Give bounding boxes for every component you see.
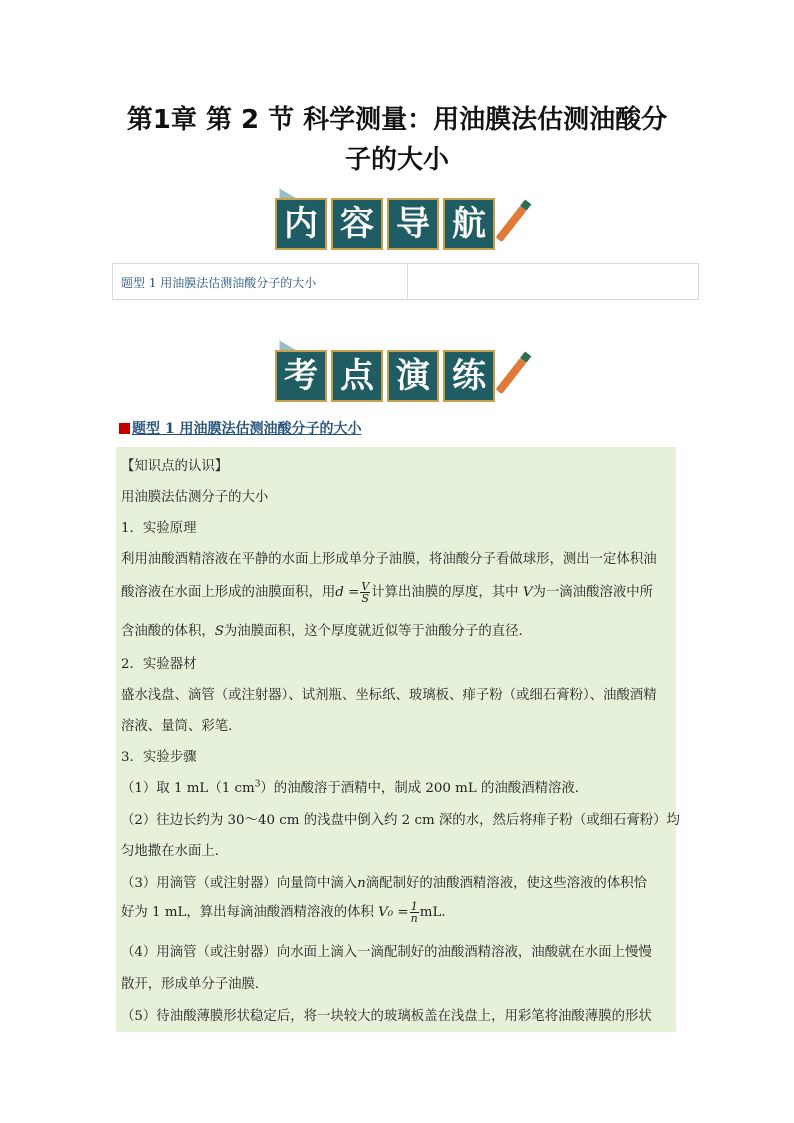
toc-cell bbox=[113, 264, 408, 299]
formula-v0: V₀ = bbox=[378, 905, 409, 920]
pencil-icon bbox=[496, 206, 527, 242]
banner-tile: 内 bbox=[275, 198, 327, 250]
step-line-with-formula: 好为 1 mL，算出每滴油酸酒精溶液的体积 V₀ = $\frac{1}{n}$ mL． bbox=[121, 900, 455, 925]
step-line: （3）用滴管（或注射器）向量筒中滴入n滴配制好的油酸酒精溶液，使这些溶液的体积恰 bbox=[121, 876, 647, 891]
table-of-contents bbox=[112, 263, 699, 300]
step-line: 散开，形成单分子油膜． bbox=[121, 977, 269, 992]
banner-tile: 航 bbox=[443, 198, 495, 250]
section-heading: 题型 1 用油膜法估测油酸分子的大小 bbox=[119, 418, 362, 438]
banner-tile: 练 bbox=[443, 350, 495, 402]
text-line-with-formula: 酸溶液在水面上形成的油膜面积，用d = $\frac{V}{S}$ 计算出油膜的厚度，其中 V为一滴油酸溶液中所 bbox=[121, 580, 654, 605]
red-square-marker bbox=[119, 423, 130, 434]
text-line: 用油膜法估测分子的大小 bbox=[121, 490, 269, 505]
step-line: 匀地撒在水面上． bbox=[121, 844, 229, 859]
step-line: （4）用滴管（或注射器）向水面上滴入一滴配制好的油酸酒精溶液，油酸就在水面上慢慢 bbox=[121, 945, 652, 960]
banner-tile: 导 bbox=[387, 198, 439, 250]
pencil-icon bbox=[496, 358, 527, 394]
subsection-heading: 3．实验步骤 bbox=[121, 750, 197, 765]
formula-d: d = bbox=[335, 585, 360, 600]
banner-tile: 容 bbox=[331, 198, 383, 250]
title-line-1: 第1章 第 2 节 科学测量：用油膜法估测油酸分 bbox=[126, 105, 668, 135]
step-line: （2）往边长约为 30～40 cm 的浅盘中倒入约 2 cm 深的水，然后将痱子粉（或细石膏粉）均 bbox=[121, 813, 680, 828]
subsection-heading: 2．实验器材 bbox=[121, 657, 197, 672]
page-title bbox=[100, 100, 694, 180]
banner-practice bbox=[0, 342, 794, 412]
knowledge-heading: 【知识点的认识】 bbox=[121, 459, 229, 474]
fraction-v-over-s: $\frac{V}{S}$ bbox=[361, 580, 370, 605]
banner-tile: 演 bbox=[387, 350, 439, 402]
subsection-heading: 1．实验原理 bbox=[121, 521, 197, 536]
step-line: （1）取 1 mL（1 $cm^3$）的油酸溶于酒精中，制成 200 mL 的油酸酒精溶液． bbox=[121, 779, 589, 796]
banner-content-navigation bbox=[0, 190, 794, 260]
toc-cell-empty bbox=[407, 264, 700, 299]
banner-tile: 点 bbox=[331, 350, 383, 402]
title-line-2: 子的大小 bbox=[344, 145, 449, 175]
step-line: （5）待油酸薄膜形状稳定后，将一块较大的玻璃板盖在浅盘上，用彩笔将油酸薄膜的形状 bbox=[121, 1009, 652, 1024]
banner-tile: 考 bbox=[275, 350, 327, 402]
text-line: 利用油酸酒精溶液在平静的水面上形成单分子油膜，将油酸分子看做球形，测出一定体积油 bbox=[121, 552, 657, 567]
fraction-1-over-n: $\frac{1}{n}$ bbox=[410, 900, 418, 925]
text-line: 含油酸的体积，S为油膜面积，这个厚度就近似等于油酸分子的直径． bbox=[121, 624, 532, 639]
text-line: 盛水浅盘、滴管（或注射器）、试剂瓶、坐标纸、玻璃板、痱子粉（或细石膏粉）、油酸酒精 bbox=[121, 688, 657, 703]
toc-item-1[interactable]: 题型 1 用油膜法估测油酸分子的大小 bbox=[121, 276, 317, 290]
text-line: 溶液、量筒、彩笔． bbox=[121, 719, 242, 734]
